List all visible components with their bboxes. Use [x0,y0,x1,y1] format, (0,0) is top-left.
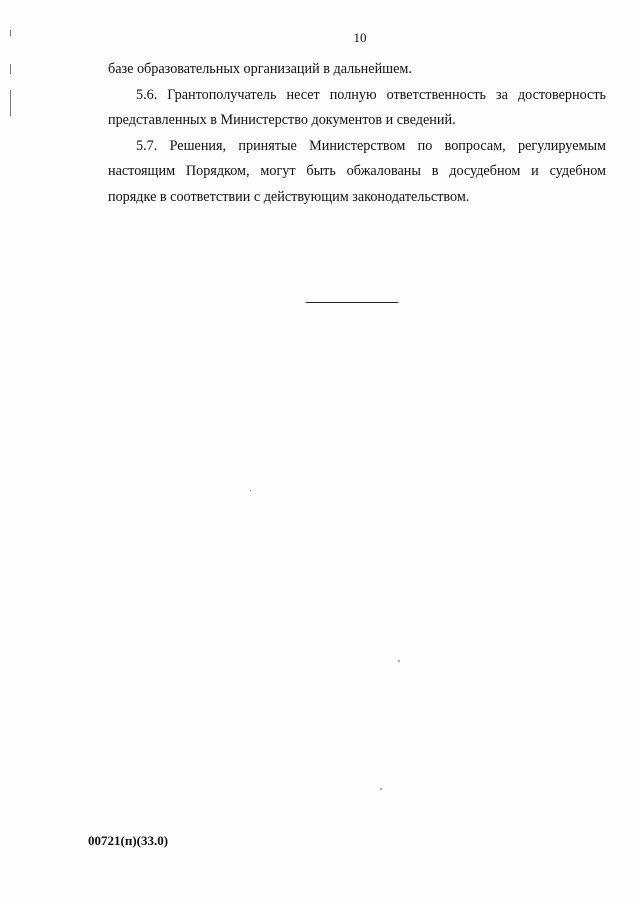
scan-speck [250,490,251,491]
page-number: 10 [353,30,367,45]
body-text [108,57,606,210]
scan-margin-mark [10,64,11,74]
scan-speck [398,660,400,662]
scan-margin-mark [10,30,11,36]
text-line: базе образовательных организаций в дальнейшем. [108,61,412,77]
end-separator-line [306,302,398,303]
paragraph-5-6 [108,83,606,134]
document-code: 00721(п)(33.0) [88,833,169,848]
text-line: порядке в соответствии с действующим законодательством. [108,188,470,205]
scan-speck [380,788,382,790]
text-line: 5.7. Решения, принятые Министерством по вопросам, регулируемым [136,137,606,154]
paragraph-5-7 [108,134,606,211]
paragraph-continuation [108,57,606,83]
text-line: настоящим Порядком, могут быть обжалованы в досудебном и судебном [108,163,606,179]
scan-margin-mark [10,90,11,116]
text-line: представленных в Министерство документов и сведений. [108,112,456,128]
text-line: 5.6. Грантополучатель несет полную ответственность за достоверность [136,86,606,103]
